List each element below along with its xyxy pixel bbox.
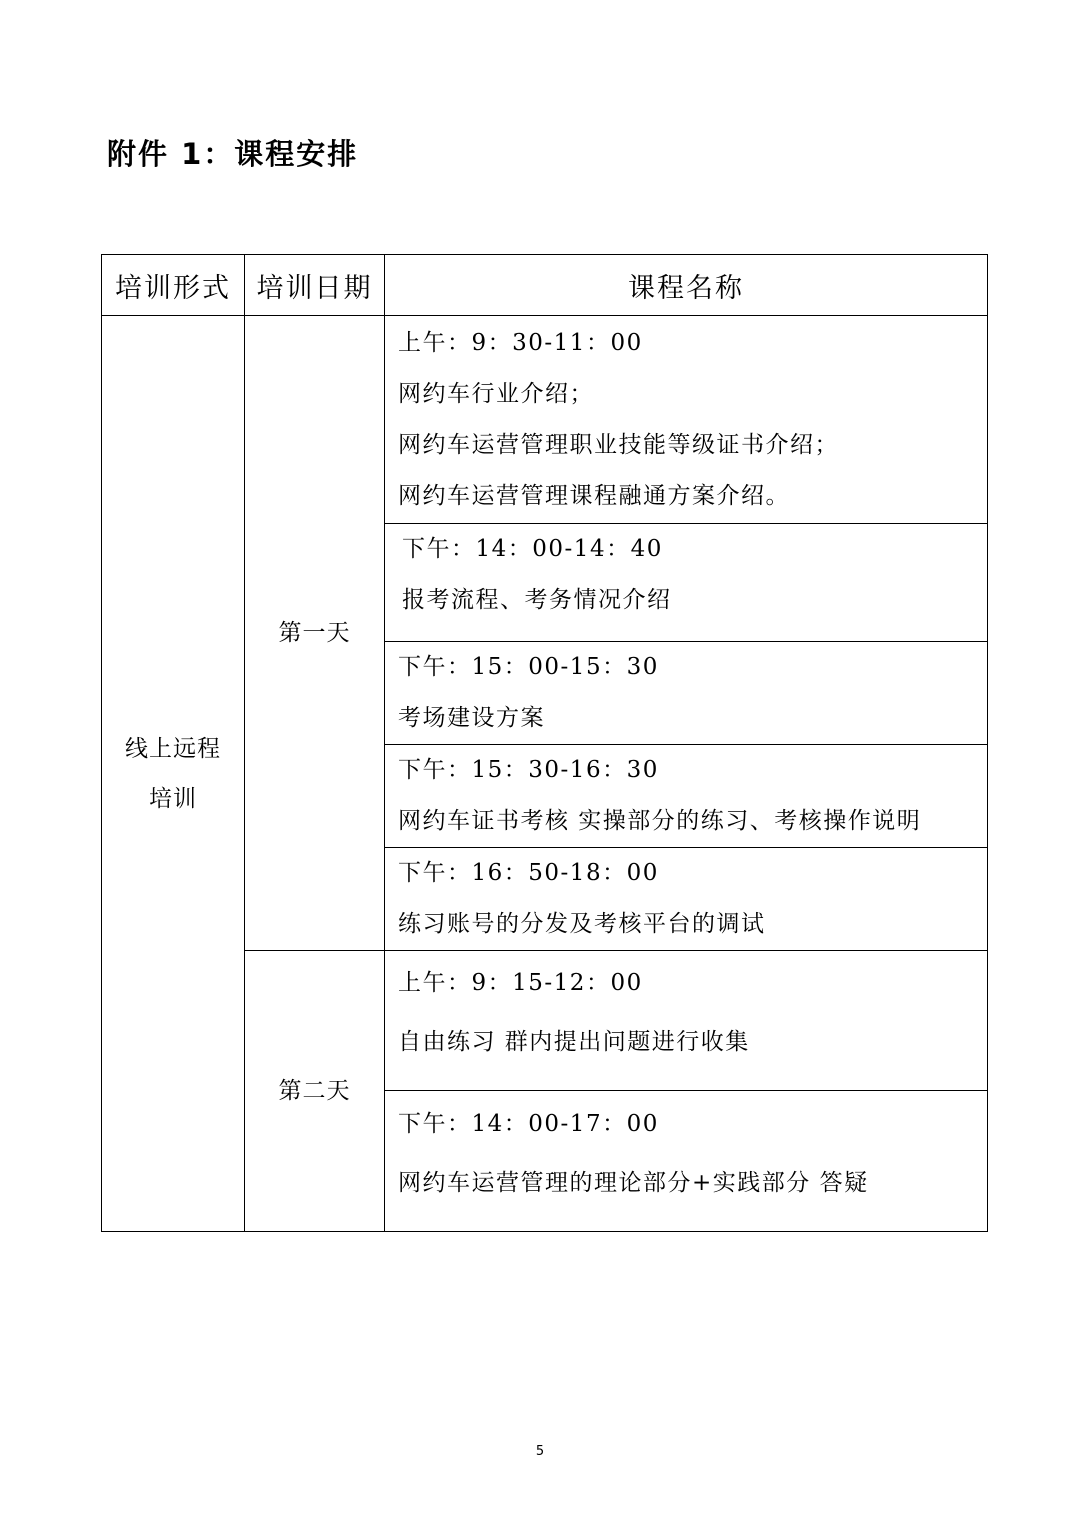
course-schedule-table xyxy=(101,254,988,1232)
table-row xyxy=(102,316,988,524)
page-title: 附件 1：课程安排 xyxy=(107,137,359,171)
session-time: 下午：15：30-16：30 xyxy=(398,757,659,783)
page-number: 5 xyxy=(535,1444,545,1459)
session-cell xyxy=(385,642,988,745)
session-cell xyxy=(385,951,988,1091)
training-mode-line1: 线上远程 xyxy=(125,735,221,762)
header-mode: 培训形式 xyxy=(102,255,245,316)
header-course: 课程名称 xyxy=(385,255,988,316)
session-item: 网约车运营管理职业技能等级证书介绍； xyxy=(398,432,839,458)
session-time: 下午：14：00-14：40 xyxy=(402,536,663,562)
session-item: 自由练习 群内提出问题进行收集 xyxy=(398,1029,750,1055)
session-cell xyxy=(385,848,988,951)
training-mode-line2: 培训 xyxy=(149,785,197,812)
session-time: 下午：15：00-15：30 xyxy=(398,654,659,680)
session-item: 网约车运营管理课程融通方案介绍。 xyxy=(398,483,790,509)
table-header-row xyxy=(102,255,988,316)
session-item: 网约车证书考核 实操部分的练习、考核操作说明 xyxy=(398,808,922,834)
session-cell xyxy=(385,1091,988,1232)
session-item: 练习账号的分发及考核平台的调试 xyxy=(398,911,766,937)
session-time: 上午：9：15-12：00 xyxy=(398,970,643,996)
session-time: 下午：16：50-18：00 xyxy=(398,860,659,886)
day1-cell: 第一天 xyxy=(245,316,385,951)
day2-cell: 第二天 xyxy=(245,951,385,1232)
session-time: 下午：14：00-17：00 xyxy=(398,1111,659,1137)
session-cell xyxy=(385,745,988,848)
session-item: 网约车运营管理的理论部分+实践部分 答疑 xyxy=(398,1170,869,1196)
session-cell xyxy=(385,524,988,642)
session-item: 报考流程、考务情况介绍 xyxy=(402,587,672,613)
session-item: 网约车行业介绍； xyxy=(398,381,594,407)
header-date: 培训日期 xyxy=(245,255,385,316)
session-cell xyxy=(385,316,988,524)
training-mode-text xyxy=(118,724,228,824)
session-time: 上午：9：30-11：00 xyxy=(398,330,643,356)
session-item: 考场建设方案 xyxy=(398,705,545,731)
training-mode-cell xyxy=(102,316,245,1232)
